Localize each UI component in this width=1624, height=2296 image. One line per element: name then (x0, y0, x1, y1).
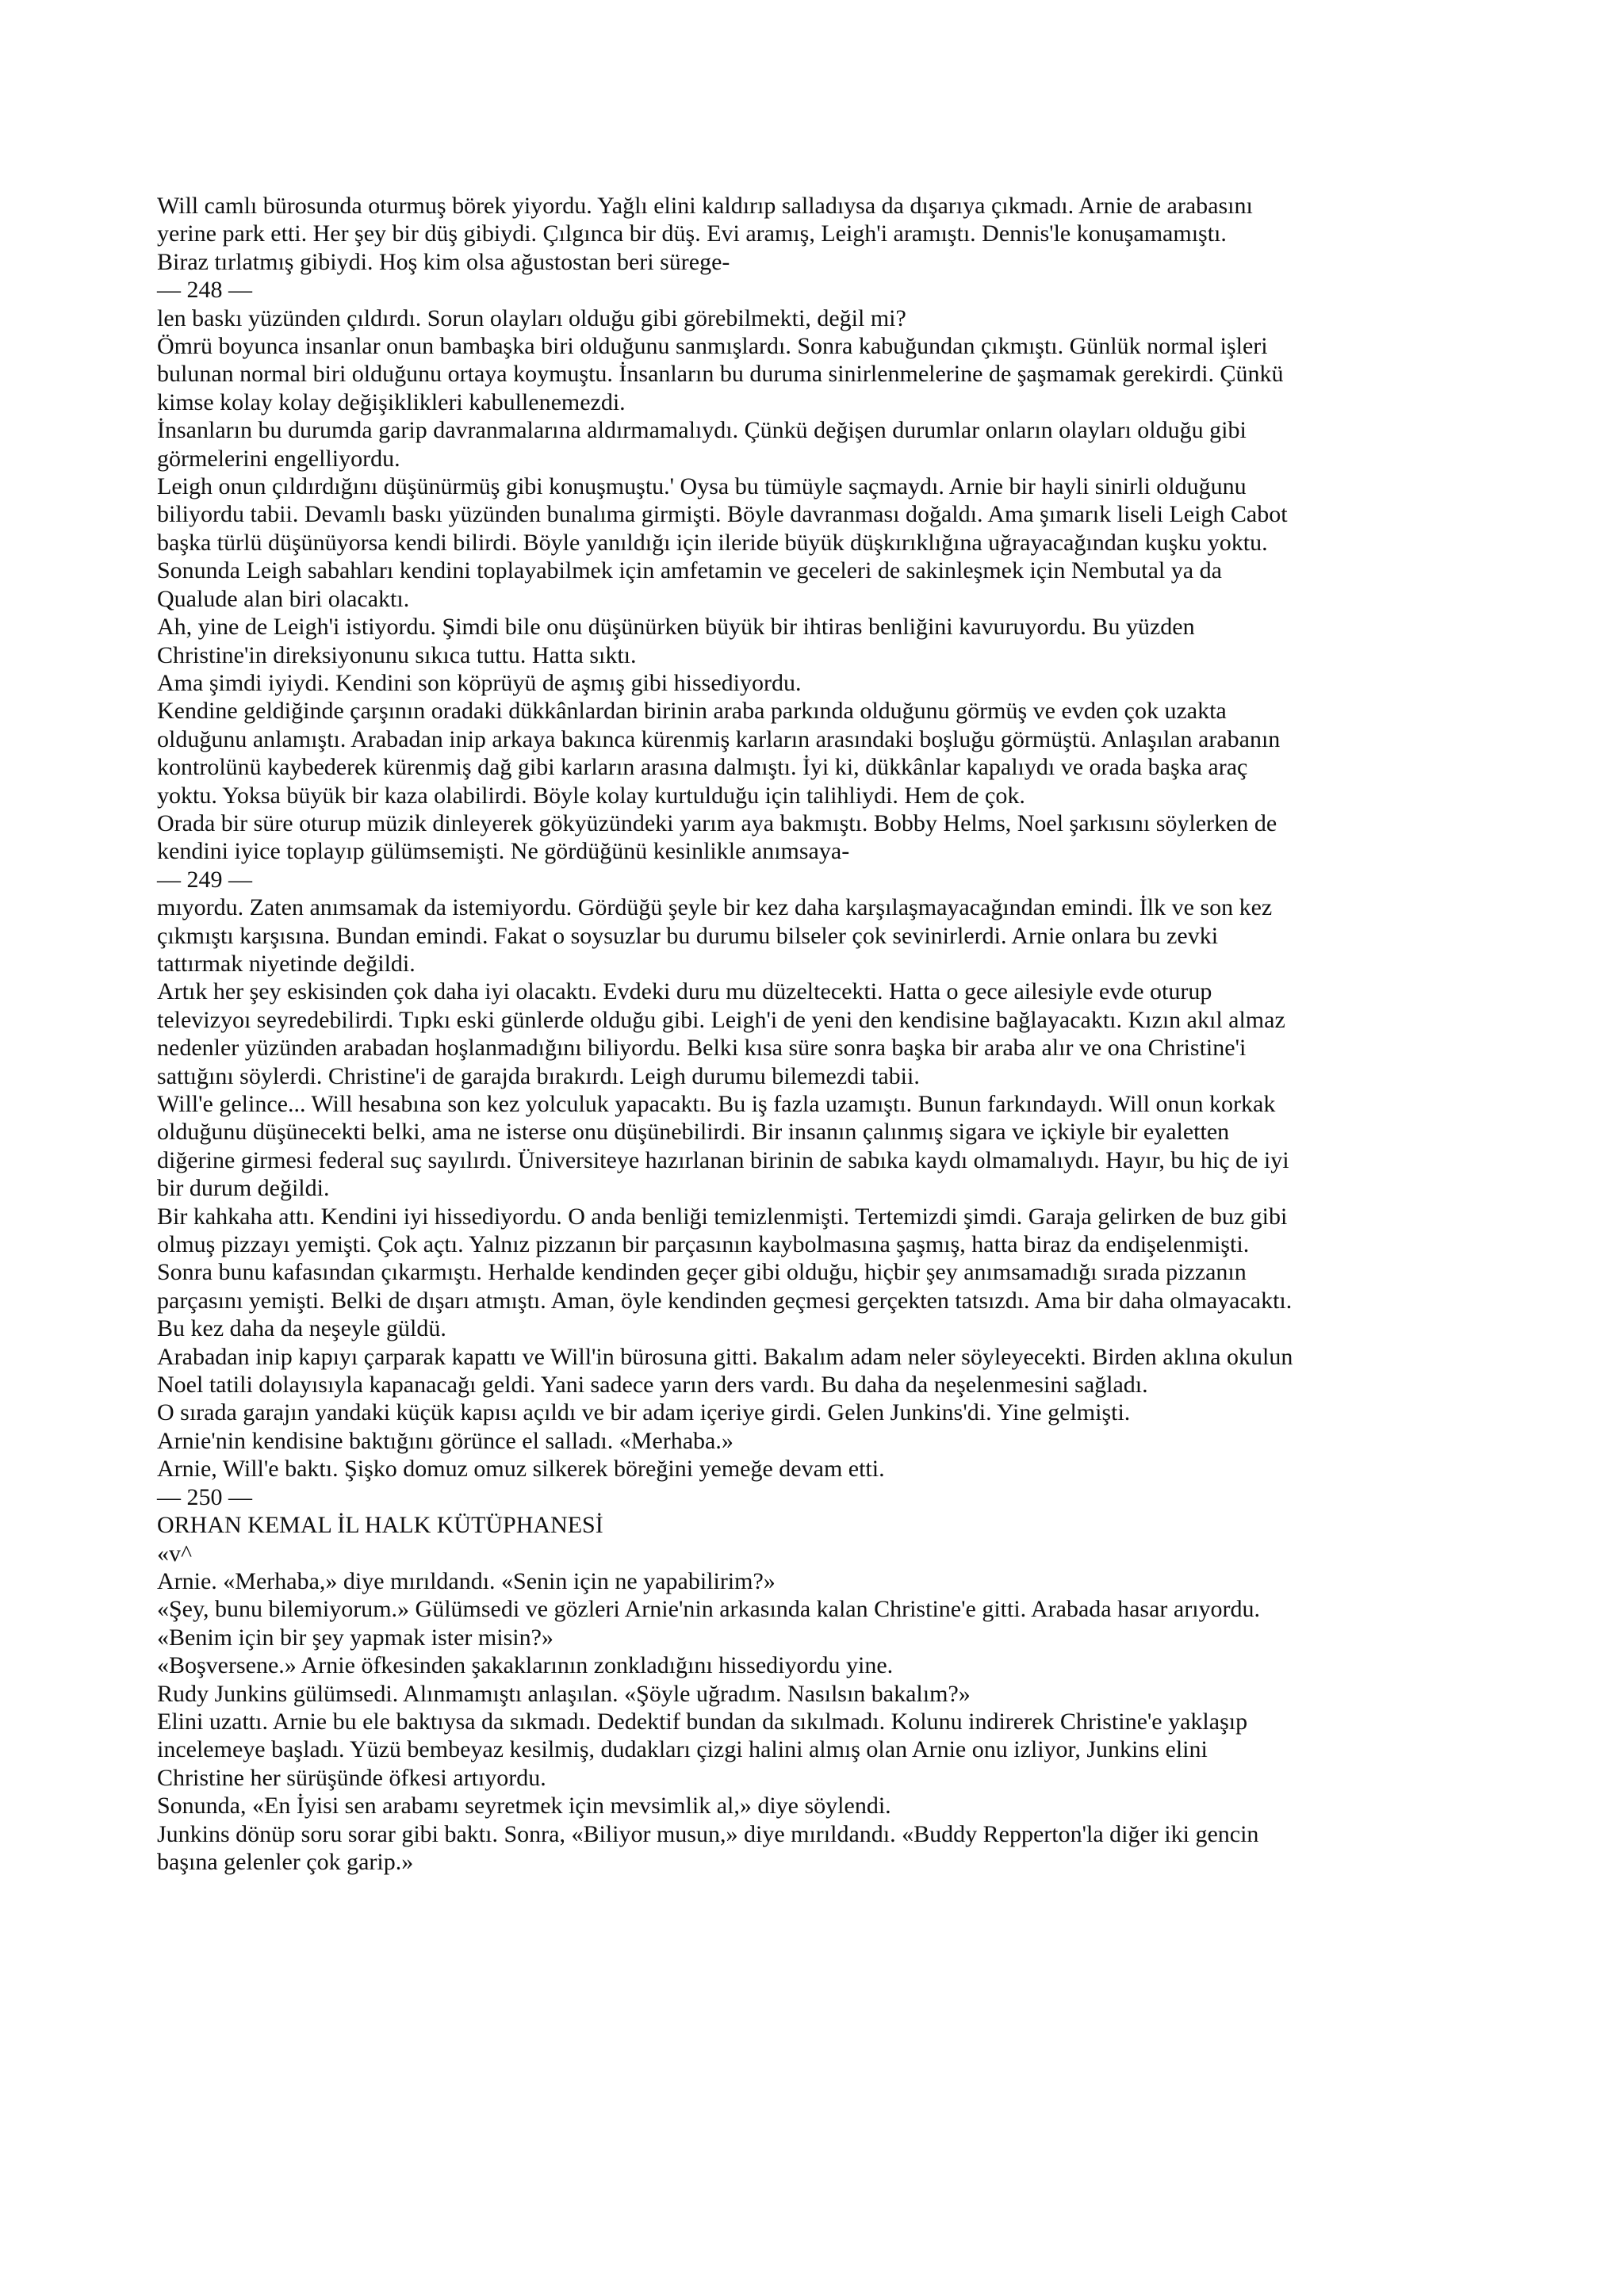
text-line: Orada bir süre oturup müzik dinleyerek gökyüzündeki yarım aya bakmıştı. Bobby Helms, Noel şarkısını söylerken de (157, 809, 1277, 836)
text-line: Arnie, Will'e baktı. Şişko domuz omuz silkerek böreğini yemeğe devam etti. (157, 1456, 885, 1483)
text-line: olduğunu düşünecekti belki, ama ne isterse onu düşünebilirdi. Bir insanın çalınmış sigara ve içkiyle bir eyaletten (157, 1119, 1230, 1146)
text-line: — 250 — (157, 1483, 252, 1510)
text-line: Bu kez daha da neşeyle güldü. (157, 1315, 446, 1342)
text-line: tattırmak niyetinde değildi. (157, 950, 416, 977)
page-number-250: ORHAN KEMAL İL HALK KÜTÜPHANESİ (157, 1512, 603, 1539)
text-line: başka türlü düşünüyorsa kendi bilirdi. Böyle yanıldığı için ileride büyük düşkırıklığına uğrayacağından kuşku yoktu. (157, 529, 1268, 556)
text-line: «Benim için bir şey yapmak ister misin?» (157, 1624, 553, 1651)
page-number-249: — 249 — (157, 866, 252, 893)
text-line: Kendine geldiğinde çarşının oradaki dükkânlardan birinin araba parkında olduğunu görmüş ve evden çok uzakta (157, 698, 1227, 725)
text-line: görmelerini engelliyordu. (157, 445, 400, 472)
text-line: Sonunda, «En İyisi sen arabamı seyretmek için mevsimlik al,» diye söylendi. (157, 1793, 891, 1820)
text-line: Ah, yine de Leigh'i istiyordu. Şimdi bile onu düşünürken büyük bir ihtiras benliğini kavuruyordu. Bu yüzden (157, 614, 1195, 641)
book-page (157, 192, 1473, 1876)
text-line: olduğunu anlamıştı. Arabadan inip arkaya bakınca kürenmiş karların arasındaki boşluğu görmüştü. Anlaşılan arabanın (157, 725, 1281, 752)
text-line: Christine'in direksiyonunu sıkıca tuttu. Hatta sıktı. (157, 641, 637, 668)
text-line: «Şey, bunu bilemiyorum.» Gülümsedi ve gözleri Arnie'nin arkasında kalan Christine'e gitti. Arabada hasar arıyordu. (157, 1596, 1261, 1623)
text-line: Elini uzattı. Arnie bu ele baktıysa da sıkmadı. Dedektif bundan da sıkılmadı. Kolunu indirerek Christine'e yaklaşıp (157, 1708, 1248, 1735)
text-line: yoktu. Yoksa büyük bir kaza olabilirdi. Böyle kolay kurtulduğu için talihliydi. Hem de çok. (157, 782, 1025, 809)
text-line: kontrolünü kaybederek kürenmiş dağ gibi karların arasına dalmıştı. İyi ki, dükkânlar kapalıydı ve orada başka araç (157, 754, 1248, 781)
text-line: Arnie'nin kendisine baktığını görünce el salladı. «Merhaba.» (157, 1427, 733, 1454)
text-line: len baskı yüzünden çıldırdı. Sorun olayları olduğu gibi görebilmekti, değil mi? (157, 304, 906, 331)
library-stamp-text: «v^ (157, 1540, 193, 1567)
text-line: Rudy Junkins gülümsedi. Alınmamıştı anlaşılan. «Şöyle uğradım. Nasılsın bakalım?» (157, 1680, 971, 1707)
text-line: biliyordu tabii. Devamlı baskı yüzünden bunalıma girmişti. Böyle davranması doğaldı. Ama şımarık liseli Leigh Cabot (157, 501, 1288, 528)
text-line: çıkmıştı karşısına. Bundan emindi. Fakat o soysuzlar bu durumu bilseler çok sevinirlerdi. Arnie onlara bu zevki (157, 922, 1219, 949)
text-line: Will camlı bürosunda oturmuş börek yiyordu. Yağlı elini kaldırıp salladıysa da dışarıya çıkmadı. Arnie de arabasını (157, 193, 1253, 219)
text-line: Leigh onun çıldırdığını düşünürmüş gibi konuşmuştu.' Oysa bu tümüyle saçmaydı. Arnie bir hayli sinirli olduğunu (157, 473, 1247, 500)
text-line: yerine park etti. Her şey bir düş gibiydi. Çılgınca bir düş. Evi aramış, Leigh'i aramıştı. Dennis'le konuşamamıştı. (157, 220, 1227, 247)
text-line: kimse kolay kolay değişiklikleri kabullenemezdi. (157, 388, 626, 415)
text-line: Biraz tırlatmış gibiydi. Hoş kim olsa ağustostan beri sürege- (157, 248, 730, 275)
stamp-residue-text: Arnie. «Merhaba,» diye mırıldandı. «Senin için ne yapabilirim?» (157, 1567, 776, 1594)
text-line: İnsanların bu durumda garip davranmalarına aldırmamalıydı. Çünkü değişen durumlar onların olayları olduğu gibi (157, 417, 1247, 444)
text-line: televizyoı seyredebilirdi. Tıpkı eski günlerde olduğu gibi. Leigh'i de yeni den kendisine bağlayacaktı. Kızın akıl almaz (157, 1006, 1285, 1033)
text-line: kendini iyice toplayıp gülümsemişti. Ne gördüğünü kesinlikle anımsaya- (157, 838, 850, 865)
text-line: Qualude alan biri olacaktı. (157, 585, 410, 612)
text-line: Artık her şey eskisinden çok daha iyi olacaktı. Evdeki duru mu düzeltecekti. Hatta o gece ailesiyle evde oturup (157, 978, 1212, 1005)
text-line: incelemeye başladı. Yüzü bembeyaz kesilmiş, dudakları çizgi halini almış olan Arnie onu izliyor, Junkins elini (157, 1736, 1208, 1763)
text-line: Arabadan inip kapıyı çarparak kapattı ve Will'in bürosuna gitti. Bakalım adam neler söyleyecekti. Birden aklına okulun (157, 1343, 1293, 1370)
text-line: Noel tatili dolayısıyla kapanacağı geldi. Yani sadece yarın ders vardı. Bu daha da neşelenmesini sağladı. (157, 1372, 1148, 1399)
text-line: Sonunda Leigh sabahları kendini toplayabilmek için amfetamin ve geceleri de sakinleşmek için Nembutal ya da (157, 557, 1222, 584)
text-line: nedenler yüzünden arabadan hoşlanmadığını biliyordu. Belki kısa süre sonra başka bir araba alır ve ona Christine'i (157, 1035, 1247, 1062)
text-line: Ama şimdi iyiydi. Kendini son köprüyü de aşmış gibi hissediyordu. (157, 669, 802, 696)
text-line: Sonra bunu kafasından çıkarmıştı. Herhalde kendinden geçer gibi olduğu, hiçbir şey anımsamadığı sırada pizzanın (157, 1259, 1247, 1286)
text-line: Christine her sürüşünde öfkesi artıyordu. (157, 1764, 546, 1791)
text-line: parçasını yemişti. Belki de dışarı atmıştı. Aman, öyle kendinden geçmesi gerçekten tatsızdı. Ama bir daha olmayacaktı. (157, 1287, 1293, 1314)
text-line: Will'e gelince... Will hesabına son kez yolculuk yapacaktı. Bu iş fazla uzamıştı. Bunun farkındaydı. Will onun korkak (157, 1091, 1276, 1117)
text-line: bulunan normal biri olduğunu ortaya koymuştu. İnsanların bu duruma sinirlenmelerine de şaşmamak gerekirdi. Çünkü (157, 361, 1284, 388)
text-line: «Boşversene.» Arnie öfkesinden şakaklarının zonkladığını hissediyordu yine. (157, 1652, 894, 1679)
text-line: mıyordu. Zaten anımsamak da istemiyordu. Gördüğü şeyle bir kez daha karşılaşmayacağından emindi. İlk ve son kez (157, 894, 1273, 921)
text-line: başına gelenler çok garip.» (157, 1848, 414, 1875)
text-line: Junkins dönüp soru sorar gibi baktı. Sonra, «Biliyor musun,» diye mırıldandı. «Buddy Repperton'la diğer iki gencin (157, 1820, 1259, 1847)
text-line: bir durum değildi. (157, 1175, 330, 1202)
text-line: Bir kahkaha attı. Kendini iyi hissediyordu. O anda benliği temizlenmişti. Tertemizdi şimdi. Garaja gelirken de buz gibi (157, 1203, 1288, 1230)
text-line: Ömrü boyunca insanlar onun bambaşka biri olduğunu sanmışlardı. Sonra kabuğundan çıkmıştı. Günlük normal işleri (157, 333, 1268, 360)
page-number-248: — 248 — (157, 277, 252, 304)
text-line: diğerine girmesi federal suç sayılırdı. Üniversiteye hazırlanan birinin de sabıka kaydı olmamalıydı. Hayır, bu hiç de iyi (157, 1146, 1289, 1173)
text-line: O sırada garajın yandaki küçük kapısı açıldı ve bir adam içeriye girdi. Gelen Junkins'di. Yine gelmişti. (157, 1399, 1131, 1426)
text-line: sattığını söylerdi. Christine'i de garajda bırakırdı. Leigh durumu bilemezdi tabii. (157, 1062, 920, 1089)
text-line: olmuş pizzayı yemişti. Çok açtı. Yalnız pizzanın bir parçasının kaybolmasına şaşmış, hatta biraz da endişelenmişti. (157, 1231, 1250, 1258)
